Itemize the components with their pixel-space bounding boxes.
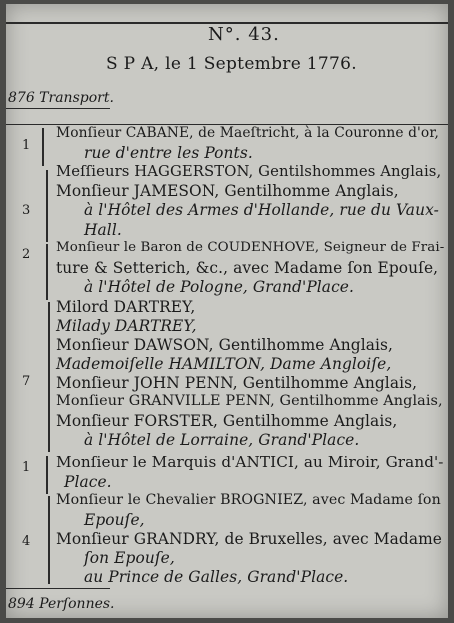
entry-line: Mademoiſelle HAMILTON, Dame Angloiſe,	[56, 355, 392, 373]
entry-line: Hall.	[84, 221, 122, 239]
entry-count: 2	[22, 247, 31, 262]
transport-line: 876 Transport.	[8, 90, 114, 106]
entry-bracket	[46, 244, 48, 300]
entry-count: 4	[22, 534, 31, 549]
register-page	[6, 4, 448, 618]
entry-line: Epouſe,	[84, 511, 145, 529]
entry-bracket	[46, 170, 48, 242]
entry-line: Milady DARTREY,	[56, 317, 197, 335]
entry-line: Monſieur GRANVILLE PENN, Gentilhomme Anglais,	[56, 393, 443, 409]
entry-bracket	[48, 302, 50, 452]
entry-line: ſon Epouſe,	[84, 549, 175, 567]
entry-line: à l'Hôtel de Lorraine, Grand'Place.	[84, 431, 360, 449]
entry-count: 7	[22, 374, 31, 389]
transport-rule	[6, 108, 110, 109]
entry-line: Monſieur GRANDRY, de Bruxelles, avec Madame	[56, 530, 443, 548]
entry-line: Place.	[64, 473, 112, 491]
entry-count: 3	[22, 203, 31, 218]
entry-bracket	[48, 496, 50, 584]
entry-bracket	[46, 456, 48, 494]
entry-line: Milord DARTREY,	[56, 298, 196, 316]
entry-count: 1	[22, 138, 31, 153]
entry-line: Monſieur JOHN PENN, Gentilhomme Anglais,	[56, 374, 418, 392]
dateline: S P A, le 1 Septembre 1776.	[106, 54, 357, 74]
total-rule	[6, 588, 110, 589]
entry-line: à l'Hôtel de Pologne, Grand'Place.	[84, 278, 355, 296]
entry-line: à l'Hôtel des Armes d'Hollande, rue du Vaux-	[84, 201, 439, 219]
entry-line: Monſieur DAWSON, Gentilhomme Anglais,	[56, 336, 394, 354]
entry-line: rue d'entre les Ponts.	[84, 144, 253, 162]
entry-line: Monſieur FORSTER, Gentilhomme Anglais,	[56, 412, 398, 430]
entry-line: Monſieur le Marquis d'ANTICI, au Miroir, Grand'-	[56, 453, 444, 471]
entry-count: 1	[22, 460, 31, 475]
entry-bracket	[42, 128, 44, 166]
total-line: 894 Perſonnes.	[8, 596, 115, 612]
entry-line: Monſieur le Chevalier BROGNIEZ, avec Madame ſon	[56, 492, 441, 508]
entry-line: Monſieur le Baron de COUDENHOVE, Seigneur de Frai-	[56, 240, 445, 255]
entry-line: au Prince de Galles, Grand'Place.	[84, 568, 349, 586]
entry-line: ture & Setterich, &c., avec Madame ſon Epouſe,	[56, 259, 439, 277]
entry-line: Monſieur JAMESON, Gentilhomme Anglais,	[56, 182, 399, 200]
entry-line: Meſſieurs HAGGERSTON, Gentilshommes Anglais,	[56, 163, 442, 180]
page-number: N°. 43.	[208, 24, 280, 45]
entry-line: Monſieur CABANE, de Maeſtricht, à la Couronne d'or,	[56, 125, 439, 141]
